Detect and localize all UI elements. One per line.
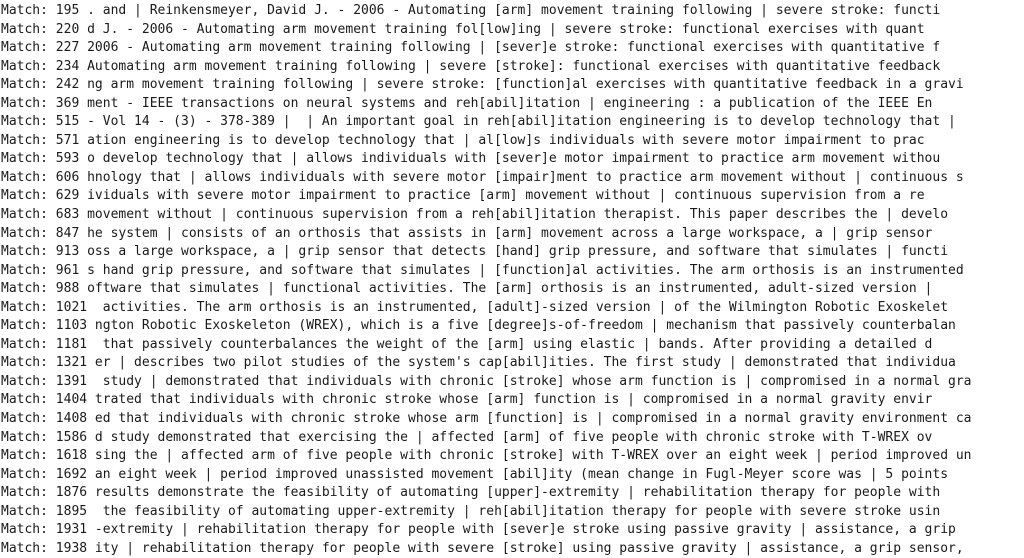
- match-line: Match: 593 o develop technology that | allows individuals with [sever]e motor impairment to practice arm movement withou: [1, 151, 941, 167]
- match-line: Match: 1408 ed that individuals with chronic stroke whose arm [function] is | compromised in a normal gravity environment ca: [1, 411, 972, 427]
- match-line: Match: 515 - Vol 14 - (3) - 378-389 | | An important goal in reh[abil]itation engineering is to develop technology that |: [1, 114, 956, 130]
- match-line: Match: 1618 sing the | affected arm of five people with chronic [stroke] with T-WREX over an eight week | period improved un: [1, 448, 972, 464]
- match-line: Match: 1692 an eight week | period improved unassisted movement [abil]ity (mean change in Fugl-Meyer score was | 5 points: [1, 466, 949, 482]
- match-line: Match: 1895 the feasibility of automating upper-extremity | reh[abil]itation therapy for people with severe stroke usin: [1, 503, 941, 519]
- match-line: Match: 847 he system | consists of an orthosis that assists in [arm] movement across a large workspace, a | grip sensor: [1, 225, 933, 241]
- match-line: Match: 1404 trated that individuals with chronic stroke whose [arm] function is | compromised in a normal gravity envir: [1, 392, 933, 408]
- match-line: Match: 1938 ity | rehabilitation therapy for people with severe [stroke] using passive gravity | assistance, a grip sensor,: [1, 540, 964, 556]
- match-line: Match: 913 oss a large workspace, a | grip sensor that detects [hand] grip pressure, and software that simulates | functi: [1, 244, 949, 260]
- match-line: Match: 961 s hand grip pressure, and software that simulates | [function]al activities. The arm orthosis is an instrumented: [1, 262, 964, 278]
- match-line: Match: 606 hnology that | allows individuals with severe motor [impair]ment to practice arm movement without | continuous s: [1, 169, 964, 185]
- match-line: Match: 629 ividuals with severe motor impairment to practice [arm] movement without | continuous supervision from a re: [1, 188, 925, 204]
- match-line: Match: 1586 d study demonstrated that exercising the | affected [arm] of five people with chronic stroke with T-WREX ov: [1, 429, 933, 445]
- match-line: Match: 988 oftware that simulates | functional activities. The [arm] orthosis is an instrumented, adult-sized version |: [1, 281, 933, 297]
- match-line: Match: 242 ng arm movement training following | severe stroke: [function]al exercises with quantitative feedback in a gravi: [1, 77, 964, 93]
- match-line: Match: 683 movement without | continuous supervision from a reh[abil]itation therapist. This paper describes the | develo: [1, 207, 949, 223]
- match-line: Match: 1103 ngton Robotic Exoskeleton (WREX), which is a five [degree]s-of-freedom | mechanism that passively counterbalan: [1, 318, 956, 334]
- match-line: Match: 571 ation engineering is to develop technology that | al[low]s individuals with severe motor impairment to prac: [1, 132, 925, 148]
- match-line: Match: 1021 activities. The arm orthosis is an instrumented, [adult]-sized version | of the Wilmington Robotic Exoskelet: [1, 299, 949, 315]
- match-line: Match: 234 Automating arm movement training following | severe [stroke]: functional exercises with quantitative feedback: [1, 58, 941, 74]
- match-line: Match: 227 2006 - Automating arm movement training following | [sever]e stroke: functional exercises with quantitative f: [1, 40, 941, 56]
- match-line: Match: 1391 study | demonstrated that individuals with chronic [stroke] whose arm function is | compromised in a normal gra: [1, 373, 972, 389]
- match-line: Match: 1181 that passively counterbalances the weight of the [arm] using elastic | bands. After providing a detailed d: [1, 336, 933, 352]
- match-line: Match: 195 . and | Reinkensmeyer, David J. - 2006 - Automating [arm] movement training following | severe stroke: functi: [1, 3, 941, 18]
- match-line: Match: 369 ment - IEEE transactions on neural systems and reh[abil]itation | engineering : a publication of the IEEE En: [1, 95, 933, 111]
- match-line: Match: 1321 er | describes two pilot studies of the system's cap[abil]ities. The first study | demonstrated that individua: [1, 355, 956, 371]
- match-line: Match: 220 d J. - 2006 - Automating arm movement training fol[low]ing | severe stroke: functional exercises with quant: [1, 21, 925, 37]
- match-line: Match: 1931 -extremity | rehabilitation therapy for people with [sever]e stroke using passive gravity | assistance, a grip: [1, 522, 956, 538]
- match-line: Match: 1876 results demonstrate the feasibility of automating [upper]-extremity | rehabilitation therapy for people with: [1, 485, 941, 501]
